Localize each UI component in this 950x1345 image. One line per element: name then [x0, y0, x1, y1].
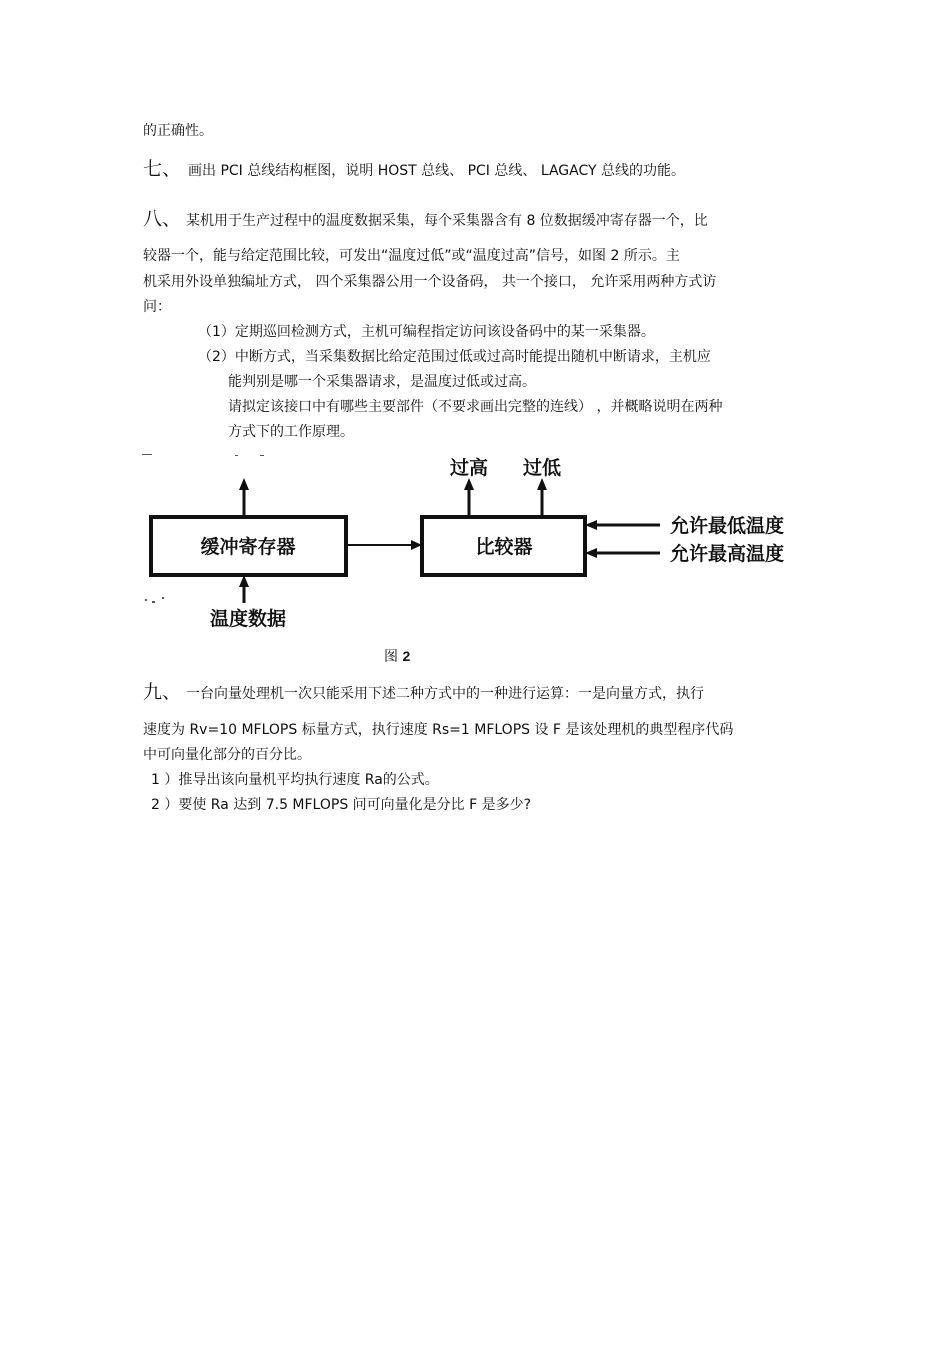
temperature-data-arrow [239, 575, 249, 603]
question-8-item-3b: 方式下的工作原理。 [228, 424, 354, 440]
comparator-label: 比较器 [475, 536, 533, 558]
question-9-sub-2: 2 ）要使 Ra 达到 7.5 MFLOPS 问可向量化是分比 F 是多少? [151, 797, 532, 813]
figure-2-caption [384, 646, 410, 666]
min-temp-label: 允许最低温度 [670, 515, 785, 537]
question-8-item-1: （1）定期巡回检测方式，主机可编程指定访问该设备码中的某一采集器。 [198, 324, 655, 340]
question-8-line-4: 问： [143, 299, 171, 315]
buffer-register-label: 缓冲寄存器 [200, 536, 296, 558]
previous-question-tail: 的正确性。 [143, 123, 213, 139]
max-temp-arrow [585, 548, 660, 558]
temperature-data-label: 温度数据 [209, 608, 287, 630]
question-8-item-2b: 能判别是哪一个采集器请求，是温度过低或过高。 [228, 374, 536, 390]
question-9-line-2: 速度为 Rv=10 MFLOPS 标量方式，执行速度 Rs=1 MFLOPS 设 F 是该处理机的典型程序代码 [143, 722, 734, 738]
max-temp-label: 允许最高温度 [670, 543, 785, 565]
question-8-line-2: 较器一个，能与给定范围比较，可发出“温度过低”或“温度过高”信号，如图 2 所示。主 [143, 248, 680, 264]
min-temp-arrow [585, 520, 660, 530]
too-low-label: 过低 [522, 457, 562, 479]
too-low-arrow [537, 478, 547, 517]
question-8-item-3a: 请拟定该接口中有哪些主要部件（不要求画出完整的连线） ，并概略说明在两种 [228, 399, 723, 415]
figure-caption-number: 2 [402, 648, 411, 664]
figure-caption-prefix: 图 [384, 649, 398, 665]
question-8-line-1: 某机用于生产过程中的温度数据采集，每个采集器含有 8 位数据缓冲寄存器一个，比 [186, 213, 708, 229]
buffer-up-arrow [239, 478, 249, 517]
figure-2-diagram [140, 445, 810, 635]
question-9-sub-1: 1 ）推导出该向量机平均执行速度 Ra的公式。 [151, 772, 439, 788]
question-8-item-2a: （2）中断方式，当采集数据比给定范围过低或过高时能提出随机中断请求，主机应 [198, 349, 711, 365]
question-8-line-3: 机采用外设单独编址方式， 四个采集器公用一个设备码， 共一个接口， 允许采用两种方式访 [143, 274, 717, 290]
question-7-number: 七、 [143, 158, 182, 180]
question-7-text: 画出 PCI 总线结构框图，说明 HOST 总线、 PCI 总线、 LAGACY 总线的功能。 [188, 163, 685, 179]
buffer-to-comparator-arrow [346, 540, 422, 550]
too-high-arrow [464, 478, 474, 517]
question-9-line-3: 中可向量化部分的百分比。 [143, 747, 311, 763]
too-high-label: 过高 [449, 457, 489, 479]
question-8-number: 八、 [143, 208, 182, 230]
question-9-line-1: 一台向量处理机一次只能采用下述二种方式中的一种进行运算：一是向量方式，执行 [186, 686, 704, 702]
question-9-number: 九、 [143, 681, 182, 703]
